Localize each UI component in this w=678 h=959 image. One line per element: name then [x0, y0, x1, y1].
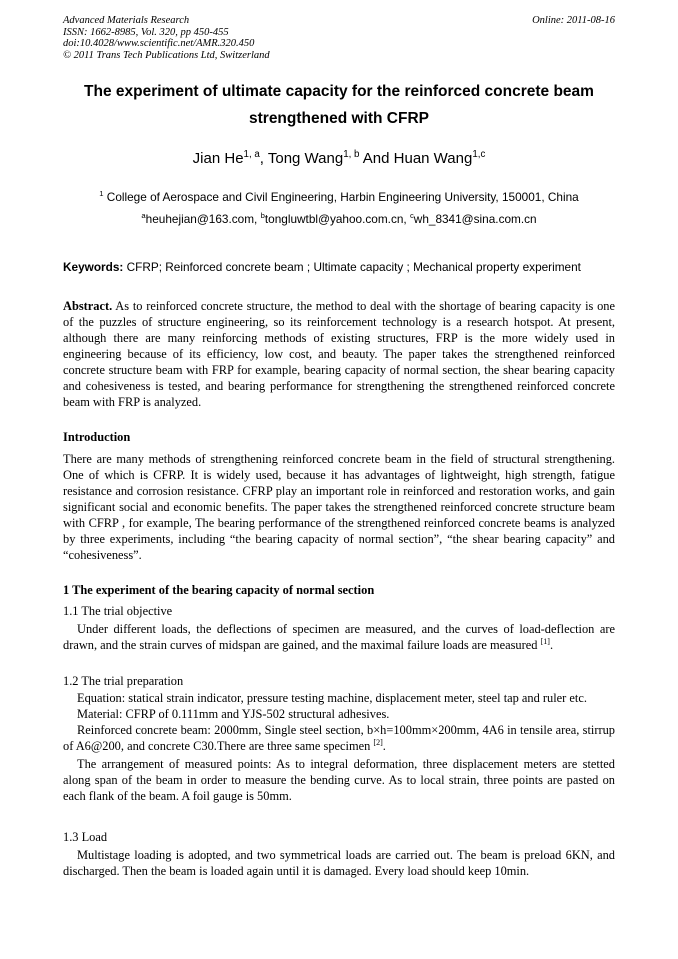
- author-name: Jian He: [192, 150, 244, 167]
- affiliation-sup: 1: [99, 189, 104, 199]
- journal-header: [63, 15, 270, 61]
- email-b: tongluwtbl@yahoo.com.cn,: [264, 212, 410, 226]
- s12-body: [63, 690, 615, 804]
- citation: [2]: [373, 737, 383, 747]
- keywords-text: CFRP; Reinforced concrete beam ; Ultimate capacity ; Mechanical property experiment: [123, 260, 581, 274]
- journal-name: Advanced Materials Research: [63, 15, 190, 26]
- title-line-2: strengthened with CFRP: [249, 110, 429, 127]
- author-name: And Huan Wang: [359, 150, 473, 167]
- s12-heading: 1.2 The trial preparation: [63, 674, 184, 688]
- s12-beam-text: Reinforced concrete beam: 2000mm, Single steel section, b×h=100mm×200mm, 4A6 in tensile area, stirrup of A6@200, and concrete C30.There are three same specimen: [63, 723, 615, 753]
- title-line-1: The experiment of ultimate capacity for the reinforced concrete beam: [84, 83, 594, 100]
- s12-arrangement: The arrangement of measured points: As to integral deformation, three displacement meters are stetted along span of the beam in order to measure the bending curve. As to local strain, three points are pasted on each flank of the beam. A foil gauge is 50mm.: [63, 757, 615, 803]
- s11-heading: 1.1 The trial objective: [63, 604, 173, 618]
- abstract: [63, 298, 615, 410]
- introduction-text: There are many methods of strengthening reinforced concrete beam in the field of structural strengthening. One of which is CFRP. It is widely used, because it has advantages of lightweight, high strength, fatigue resistance and corrosion resistance. CFRP play an important role in reinforced and restoration works, and gain significant social and economic benefits. The paper takes the strengthened reinforced concrete structure beam with CFRP , for example, The bearing performance of the strengthened reinforced concrete beams is analyzed by three experiments, including “the bearing capacity of normal section”, “the shear bearing capacity” and “cohesiveness”.: [63, 452, 615, 562]
- author-sup: 1, b: [343, 149, 360, 160]
- citation: [1]: [540, 636, 550, 646]
- s11-end: .: [549, 638, 554, 652]
- email-sup: a: [141, 211, 146, 221]
- copyright-line: © 2011 Trans Tech Publications Ltd, Switzerland: [63, 49, 270, 61]
- s13-heading: 1.3 Load: [63, 830, 108, 844]
- abstract-text: As to reinforced concrete structure, the method to deal with the shortage of bearing capacity is one of the puzzles of structure engineering, so its reinforcement technology is a research hotspot. At present, although there are many reinforcing methods of existing structures, FRP is the more widely used in engineering because of its efficiency, low cost, and beauty. The paper takes the strengthened reinforced concrete structure beam with FRP for example, bearing capacity of normal section, the shear bearing capacity and cohesiveness is tested, and bearing performance for strengthening the strengthened reinforced concrete beam with FRP is analyzed.: [63, 299, 615, 409]
- s12-equipment: Equation: statical strain indicator, pressure testing machine, displacement meter, steel tap and ruler etc.: [77, 691, 587, 705]
- s11-text: [63, 621, 615, 653]
- affiliation: [40, 190, 638, 204]
- email-c: wh_8341@sina.com.cn: [413, 212, 537, 226]
- author-emails: [40, 212, 638, 226]
- introduction-heading: Introduction: [63, 430, 131, 444]
- s12-beam-end: .: [382, 739, 386, 753]
- section1-heading: 1 The experiment of the bearing capacity of normal section: [63, 583, 375, 597]
- s12-material: Material: CFRP of 0.111mm and YJS-502 structural adhesives.: [77, 707, 390, 721]
- email-a: heuhejian@163.com,: [145, 212, 261, 226]
- email-sup: c: [409, 211, 414, 221]
- email-sup: b: [260, 211, 265, 221]
- s13-text: Multistage loading is adopted, and two symmetrical loads are carried out. The beam is preload 6KN, and discharged. Then the beam is loaded again until it is damaged. Every load should keep 10min.: [63, 848, 615, 878]
- author-name: , Tong Wang: [259, 150, 344, 167]
- s12-beam: [63, 722, 615, 754]
- author-sup: 1, a: [243, 149, 260, 160]
- doi-line: doi:10.4028/www.scientific.net/AMR.320.450: [63, 38, 255, 49]
- online-date: Online: 2011-08-16: [532, 15, 615, 26]
- paper-title: [40, 78, 638, 132]
- abstract-label: Abstract.: [63, 299, 113, 313]
- s11-body: Under different loads, the deflections of specimen are measured, and the curves of load-deflection are drawn, and the strain curves of midspan are gained, and the maximal failure loads are measured: [63, 622, 615, 652]
- keywords-label: Keywords:: [63, 260, 124, 274]
- affiliation-text: College of Aerospace and Civil Engineering, Harbin Engineering University, 150001, China: [103, 190, 579, 204]
- keywords: [63, 260, 623, 274]
- author-list: [40, 150, 638, 167]
- issn-line: ISSN: 1662-8985, Vol. 320, pp 450-455: [63, 26, 229, 38]
- author-sup: 1,c: [472, 149, 486, 160]
